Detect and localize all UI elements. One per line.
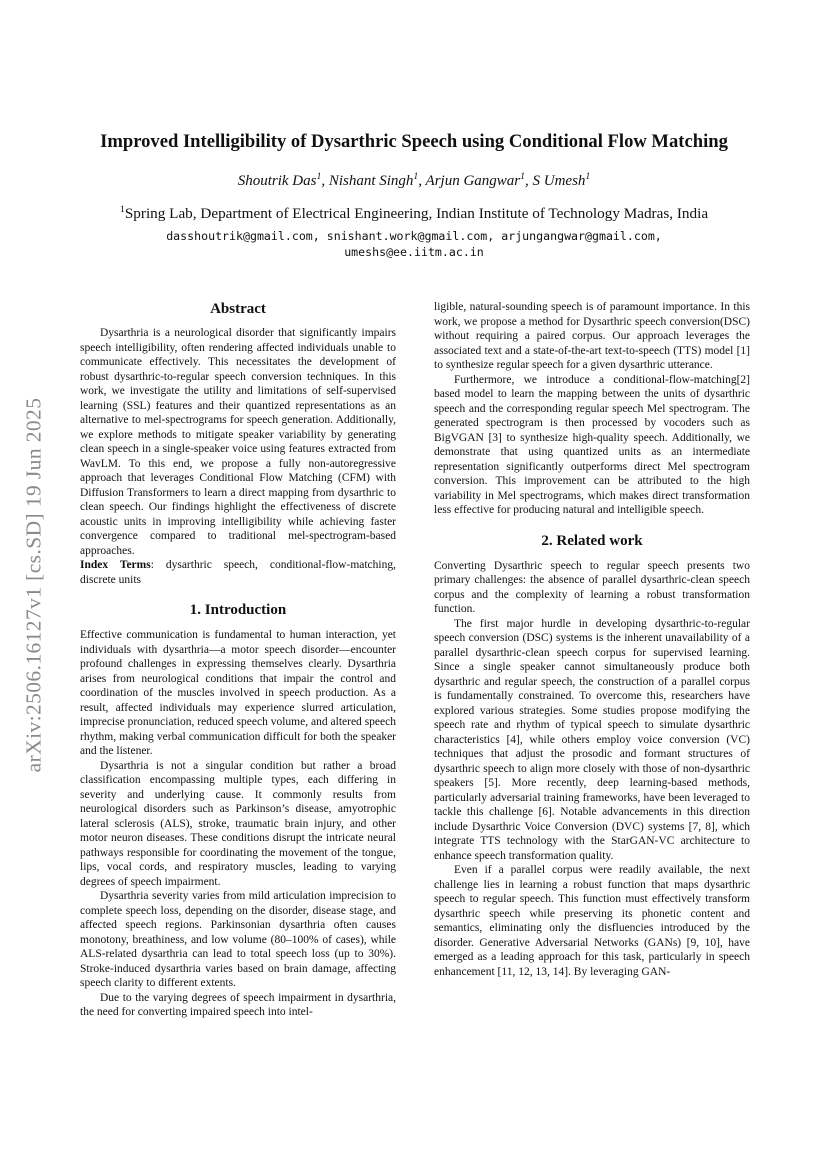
author-affiliation-mark: 1	[316, 171, 322, 182]
introduction-heading: 1. Introduction	[189, 602, 287, 618]
author-name: Arjun Gangwar	[425, 173, 521, 189]
paragraph: Due to the varying degrees of speech impairment in dysarthria, the need for converting impaired speech into intel-	[80, 991, 396, 1018]
paragraph: Converting Dysarthric speech to regular speech presents two primary challenges: the absence of parallel dysarthric-clean speech corpus and the complexity of learning a robust transformation function.	[434, 559, 750, 615]
related-work-heading: 2. Related work	[541, 532, 643, 549]
abstract-text: Dysarthria is a neurological disorder that significantly impairs speech intelligibility, often rendering affected individuals unable to communicate effectively. This necessitates the development of robust dysarthric-to-regular speech conversion techniques. In this work, we investigate the utility and limitations of self-supervised learning (SSL) features and their quantized representations as an alternative to mel-spectrograms for speech generation. Additionally, we explore methods to mitigate speaker variability by generating clean speech in a single-speaker voice using features extracted from WavLM. To this end, we propose a fully non-autoregressive approach that leverages Conditional Flow Matching (CFM) with Diffusion Transformers to learn a direct mapping from dysarthric to clean speech. Our findings highlight the effectiveness of discrete acoustic units in improving intelligibility while achieving faster convergence compared to traditional mel-spectrogram-based approaches.	[80, 327, 396, 557]
right-column	[434, 300, 750, 979]
paragraph: Furthermore, we introduce a conditional-flow-matching[2] based model to learn the mapping between the units of dysarthric speech and the corresponding regular speech Mel spectrogram. The generated spectrogram is then processed by vocoders such as BigVGAN [3] to synthesize high-quality speech. Additionally, we demonstrate that using quantized units as an intermediate representation significantly outperforms direct Mel spectrogram conversion. This improvement can be attributed to the high variability in Mel spectrograms, which makes direct transformation less effective for producing natural and intelligible speech.	[434, 373, 750, 516]
email-line: umeshs@ee.iitm.ac.in	[344, 244, 484, 259]
paragraph: Dysarthria is not a singular condition but rather a broad classification encompassing multiple types, each differing in severity and underlying cause. It commonly results from neurological disorders such as Parkinson’s disease, amyotrophic lateral sclerosis (ALS), stroke, traumatic brain injury, and other motor neuron diseases. These conditions disrupt the intricate neural pathways responsible for coordinating the movement of the tongue, lips, vocal cords, and respiratory muscles, leading to varying degrees of speech impairment.	[80, 759, 396, 888]
paragraph: Effective communication is fundamental to human interaction, yet individuals with dysarthria—a motor speech disorder—encounter profound challenges in expressing themselves clearly. Dysarthria arises from neurological conditions that impair the control and coordination of the muscles involved in speech production. As a result, affected individuals may experience slurred articulation, imprecise pronunciation, reduced speech volume, and altered speech rhythm, making verbal communication difficult for both the speaker and the listener.	[80, 629, 396, 757]
paragraph: ligible, natural-sounding speech is of paramount importance. In this work, we propose a method for Dysarthric speech conversion(DSC) without requiring a paired corpus. Our approach leverages the associated text and a state-of-the-art text-to-speech (TTS) model [1] to synthesize regular speech for a given dysarthric utterance.	[434, 301, 750, 371]
paper-title: Improved Intelligibility of Dysarthric Speech using Conditional Flow Matching	[100, 131, 728, 152]
arxiv-identifier	[14, 340, 54, 830]
affiliation-mark: 1	[119, 203, 125, 215]
author-affiliation-mark: 1	[413, 171, 419, 182]
author-separator: ,	[321, 173, 329, 189]
left-column	[80, 300, 396, 1020]
author-name: Shoutrik Das	[237, 173, 317, 189]
author-separator: ,	[525, 173, 533, 189]
author-affiliation-mark: 1	[585, 171, 591, 182]
email-list	[100, 229, 728, 260]
email-line: dasshoutrik@gmail.com, snishant.work@gmail.com, arjungangwar@gmail.com,	[166, 229, 662, 243]
index-terms	[80, 558, 396, 587]
author-list	[60, 173, 768, 190]
abstract-heading: Abstract	[210, 301, 266, 317]
paragraph: The first major hurdle in developing dysarthric-to-regular speech conversion (DSC) systems is the inherent unavailability of a parallel dysarthric-clean speech corpus for supervised learning. Since a single speaker cannot simultaneously produce both dysarthric and regular speech, the construction of a parallel corpus is fundamentally constrained. To overcome this, researchers have explored various strategies. Some studies propose modifying the speech rate and rhythm of typical speech to simulate dysarthric characteristics [4], while others employ voice conversion (VC) techniques that adjust the prosodic and formant structures of dysarthric speech to align more closely with those of non-dysarthric speakers [5]. More recently, deep learning-based methods, particularly adversarial training frameworks, have been leveraged to tackle this challenge [6]. Notable advancements in this direction include Dysarthric Voice Conversion (DVC) systems [7, 8], which integrate TTS technology with the StarGAN-VC architecture to enhance speech transformation quality.	[434, 617, 750, 862]
affiliation	[60, 205, 768, 223]
paragraph: Even if a parallel corpus were readily available, the next challenge lies in learning a robust function that maps dysarthric speech to regular speech. This function must effectively transform dysarthric speech while preserving its phonetic content and semantics, eliminating only the disfluencies introduced by the disorder. Generative Adversarial Networks (GANs) [9, 10], have emerged as a leading approach for this task, particularly in speech enhancement [11, 12, 13, 14]. By leveraging GAN-	[434, 864, 750, 978]
author-separator: ,	[418, 173, 426, 189]
arxiv-identifier-text: arXiv:2506.16127v1 [cs.SD] 19 Jun 2025	[21, 397, 46, 773]
index-terms-text: : dysarthric speech, conditional-flow-matching, discrete units	[80, 559, 396, 586]
paragraph: Dysarthria severity varies from mild articulation imprecision to complete speech loss, depending on the disorder, disease stage, and affected speech regions. Parkinsonian dysarthria often causes monotony, breathiness, and low volume (80–100% of cases), while ALS-related dysarthria can lead to total speech loss (up to 30%). Stroke-induced dysarthria varies based on brain damage, affecting speech clarity to different extents.	[80, 890, 396, 989]
author-name: Nishant Singh	[328, 173, 414, 189]
affiliation-text: Spring Lab, Department of Electrical Engineering, Indian Institute of Technology Madras, India	[124, 205, 709, 222]
author-affiliation-mark: 1	[520, 171, 525, 182]
author-name: S Umesh	[532, 173, 586, 189]
index-terms-label: Index Terms	[80, 559, 151, 571]
